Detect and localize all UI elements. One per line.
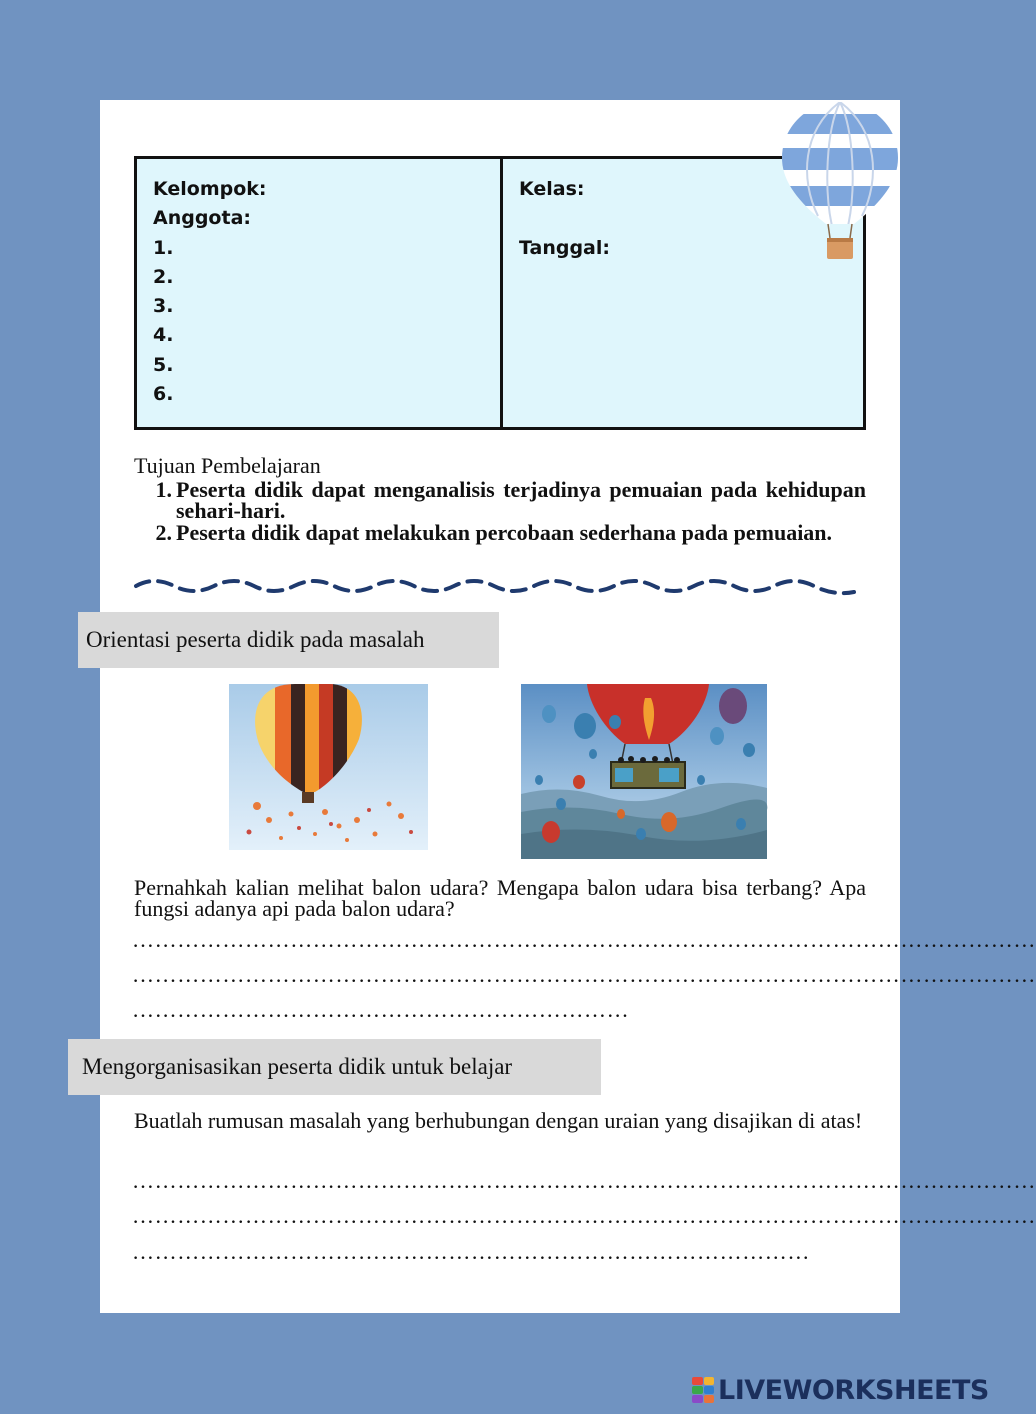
kelas-label[interactable]: Kelas: [519, 178, 585, 200]
objective-text: Peserta didik dapat menganalisis terjadinya pemuaian pada kehidupan sehari-hari. [176, 477, 866, 523]
question-problem-formulation: Buatlah rumusan masalah yang berhubungan dengan uraian yang disajikan di atas! [134, 1108, 863, 1133]
wavy-divider [134, 578, 868, 600]
section-label-orientation: Orientasi peserta didik pada masalah [78, 612, 499, 668]
question-balloon: Pernahkah kalian melihat balon udara? Mengapa balon udara bisa terbang? Apa fungsi adanya api pada balon udara? [134, 875, 866, 921]
answer-line[interactable]: ………………………………………………………………………………………………………… [132, 962, 1036, 987]
answer-line[interactable]: ……………………………………………………………………………… [132, 1239, 810, 1264]
objective-number: 2. [155, 520, 172, 545]
objectives-title: Tujuan Pembelajaran [134, 453, 321, 478]
hot-air-balloon-illustration [780, 100, 900, 264]
member-5[interactable]: 5. [153, 353, 174, 376]
answer-line[interactable]: ………………………………………………………………………………………………………… [132, 1203, 1036, 1228]
objective-item [134, 522, 866, 543]
tanggal-label[interactable]: Tanggal: [519, 236, 610, 259]
balloon-photo-colorful [229, 684, 428, 850]
balloon-photo-cappadocia [521, 684, 767, 859]
worksheet-page [82, 100, 1036, 1313]
liveworksheets-logo[interactable] [692, 1373, 989, 1407]
member-2[interactable]: 2. [153, 265, 174, 288]
member-1[interactable]: 1. [153, 236, 174, 259]
anggota-label: Anggota: [153, 207, 251, 230]
answer-line[interactable]: ………………………………………………………………………………………………………… [132, 927, 1036, 952]
student-info-box [134, 156, 866, 430]
logo-mark-icon [692, 1377, 714, 1403]
logo-brand-text: LIVEWORKSHEETS [718, 1374, 989, 1406]
answer-line[interactable]: ………………………………………………………… [132, 997, 630, 1022]
group-info-column [137, 159, 503, 427]
member-4[interactable]: 4. [153, 324, 174, 347]
kelompok-label: Kelompok: [153, 178, 267, 200]
objective-item [134, 479, 866, 521]
answer-line[interactable]: ………………………………………………………………………………………………………… [132, 1168, 1036, 1193]
objective-number: 1. [155, 477, 172, 502]
section-label-organize: Mengorganisasikan peserta didik untuk belajar [68, 1039, 601, 1095]
member-3[interactable]: 3. [153, 295, 174, 318]
objective-text: Peserta didik dapat melakukan percobaan sederhana pada pemuaian. [176, 520, 833, 545]
learning-objectives [134, 455, 866, 544]
member-6[interactable]: 6. [153, 383, 174, 406]
